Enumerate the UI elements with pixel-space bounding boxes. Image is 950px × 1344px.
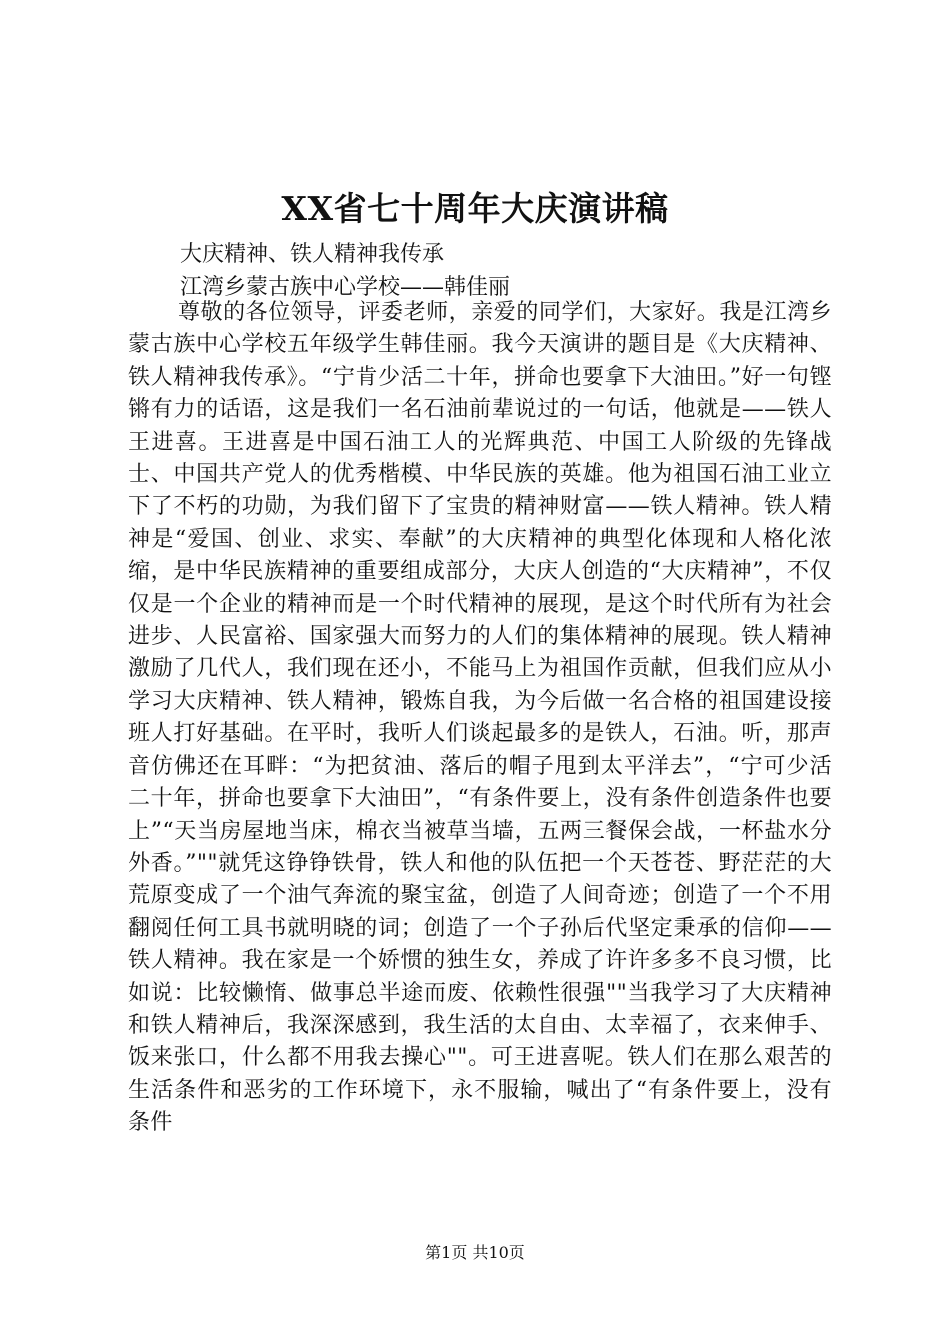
speech-body: 尊敬的各位领导，评委老师，亲爱的同学们，大家好。我是江湾乡蒙古族中心学校五年级学生韩佳丽。我今天演讲的题目是《大庆精神、铁人精神我传承》。“宁肯少活二十年，拼命也要拿下大油田。”好一句铿锵有力的话语，这是我们一名石油前辈说过的一句话，他就是——铁人王进喜。王进喜是中国石油工人的光辉典范、中国工人阶级的先锋战士、中国共产党人的优秀楷模、中华民族的英雄。他为祖国石油工业立下了不朽的功勋，为我们留下了宝贵的精神财富——铁人精神。铁人精神是“爱国、创业、求实、奉献”的大庆精神的典型化体现和人格化浓缩，是中华民族精神的重要组成部分，大庆人创造的“大庆精神”，不仅仅是一个企业的精神而是一个时代精神的展现，是这个时代所有为社会进步、人民富裕、国家强大而努力的人们的集体精神的展现。铁人精神激励了几代人，我们现在还小，不能马上为祖国作贡献，但我们应从小学习大庆精神、铁人精神，锻炼自我，为今后做一名合格的祖国建设接班人打好基础。在平时，我听人们谈起最多的是铁人，石油。听，那声音仿佛还在耳畔：“为把贫油、落后的帽子甩到太平洋去”，“宁可少活二十年，拼命也要拿下大油田”，“有条件要上，没有条件创造条件也要上”“天当房屋地当床，棉衣当被草当墙，五两三餐保会战，一杯盐水分外香。”""就凭这铮铮铁骨，铁人和他的队伍把一个天苍苍、野茫茫的大荒原变成了一个油气奔流的聚宝盆，创造了人间奇迹；创造了一个不用翻阅任何工具书就明晓的词；创造了一个子孙后代坚定秉承的信仰——铁人精神。我在家是一个娇惯的独生女，养成了许许多多不良习惯，比如说：比较懒惰、做事总半途而废、依赖性很强""当我学习了大庆精神和铁人精神后，我深深感到，我生活的太自由、太幸福了，衣来伸手、饭来张口，什么都不用我去操心""。可王进喜呢。铁人们在那么艰苦的生活条件和恶劣的工作环境下，永不服输，喊出了“有条件要上，没有条件 bbox=[128, 300, 832, 1136]
document-title: XX省七十周年大庆演讲稿 bbox=[281, 189, 669, 228]
page-number: 第1页 共10页 bbox=[425, 1243, 525, 1262]
speech-subtitle: 大庆精神、铁人精神我传承 bbox=[180, 242, 445, 267]
author-line: 江湾乡蒙古族中心学校——韩佳丽 bbox=[180, 275, 511, 300]
